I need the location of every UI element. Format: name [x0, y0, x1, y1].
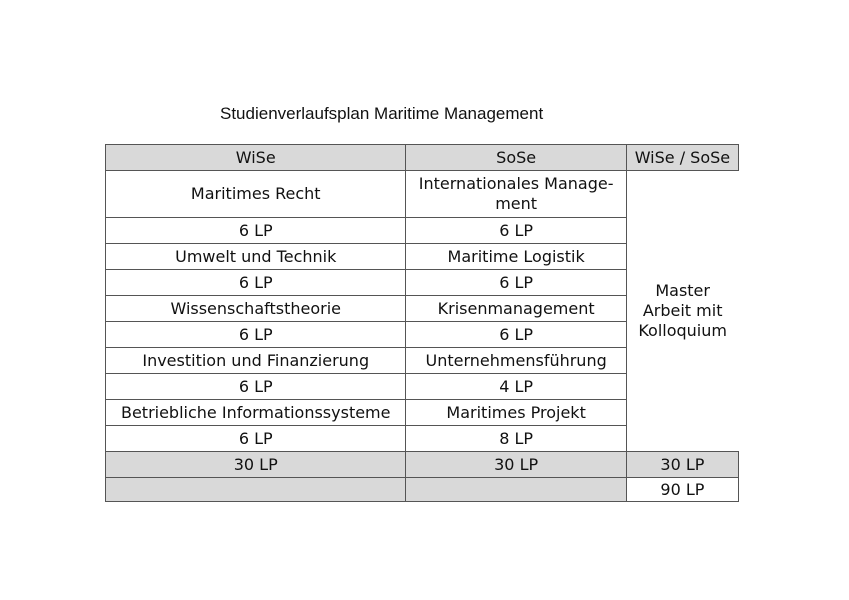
sum-sose: 30 LP	[406, 452, 626, 478]
credits-sose: 4 LP	[406, 374, 626, 400]
table-header-row	[106, 145, 739, 171]
module-sose	[406, 171, 626, 218]
header-wise: WiSe	[106, 145, 406, 171]
module-sose: Unternehmensführung	[406, 348, 626, 374]
credits-wise: 6 LP	[106, 218, 406, 244]
empty-cell	[406, 478, 626, 502]
master-thesis-cell	[626, 171, 738, 452]
module-wise: Maritimes Recht	[106, 171, 406, 218]
module-wise: Betriebliche Informationssysteme	[106, 400, 406, 426]
table-row	[106, 171, 739, 218]
module-sose-line: ment	[495, 194, 538, 213]
page-title: Studienverlaufsplan Maritime Management	[220, 104, 544, 123]
credits-wise: 6 LP	[106, 374, 406, 400]
empty-cell	[106, 478, 406, 502]
module-wise: Investition und Finanzierung	[106, 348, 406, 374]
credits-sose: 6 LP	[406, 218, 626, 244]
header-sose: SoSe	[406, 145, 626, 171]
master-line: Kolloquium	[638, 321, 727, 340]
master-line: Master	[655, 281, 710, 300]
total-row	[106, 478, 739, 502]
sum-row	[106, 452, 739, 478]
total-credits: 90 LP	[626, 478, 738, 502]
module-wise: Umwelt und Technik	[106, 244, 406, 270]
study-plan-table	[105, 144, 739, 502]
credits-sose: 8 LP	[406, 426, 626, 452]
sum-wise-sose: 30 LP	[626, 452, 738, 478]
credits-sose: 6 LP	[406, 322, 626, 348]
credits-wise: 6 LP	[106, 322, 406, 348]
credits-wise: 6 LP	[106, 270, 406, 296]
module-wise: Wissenschaftstheorie	[106, 296, 406, 322]
credits-wise: 6 LP	[106, 426, 406, 452]
module-sose: Krisenmanagement	[406, 296, 626, 322]
master-line: Arbeit mit	[642, 301, 723, 320]
credits-sose: 6 LP	[406, 270, 626, 296]
module-sose-line: Internationales Manage-	[418, 174, 614, 193]
sum-wise: 30 LP	[106, 452, 406, 478]
module-sose: Maritime Logistik	[406, 244, 626, 270]
header-wise-sose: WiSe / SoSe	[626, 145, 738, 171]
module-sose: Maritimes Projekt	[406, 400, 626, 426]
